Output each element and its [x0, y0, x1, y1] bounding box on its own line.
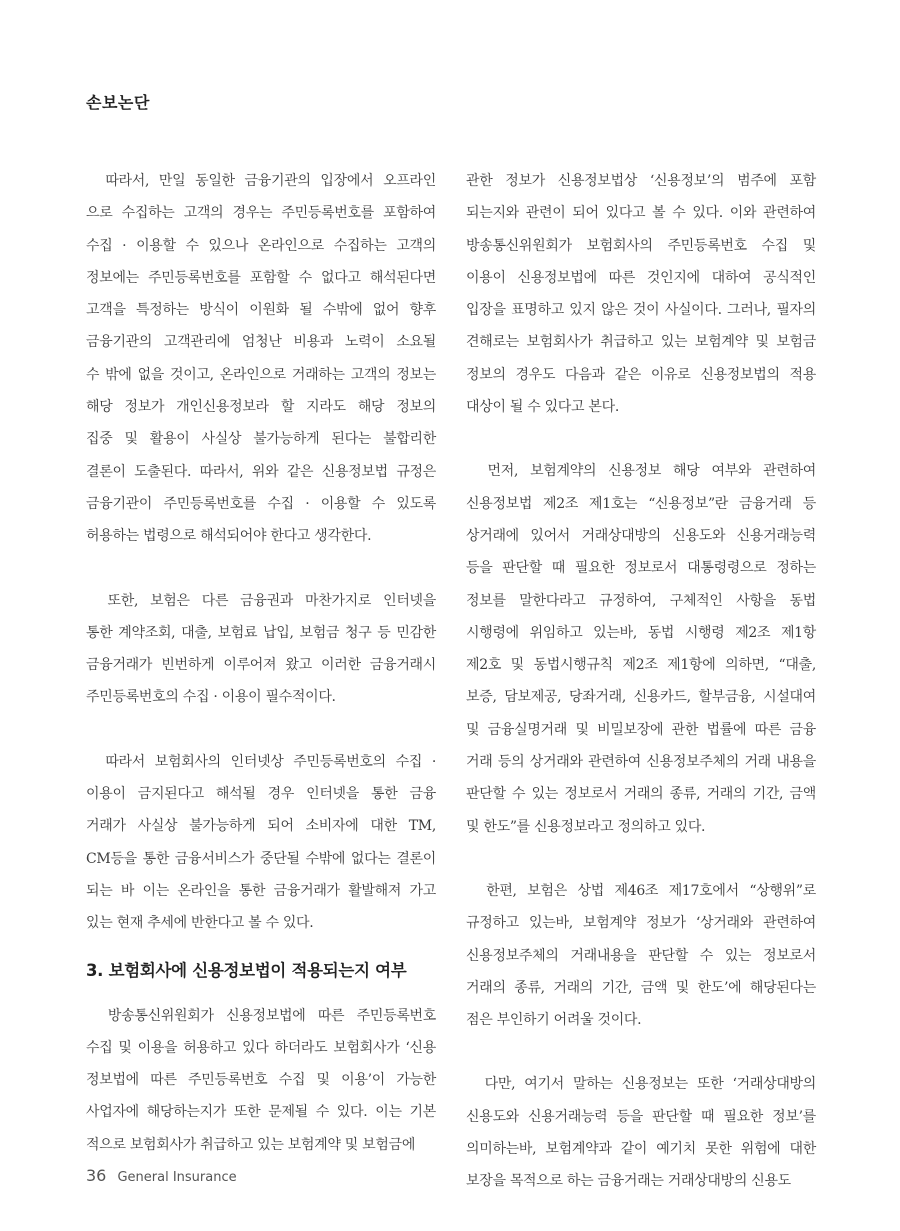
paragraph: [466, 1068, 816, 1197]
text-line: 점은 부인하기 어려울 것이다.: [466, 1012, 642, 1029]
text-line: 또한, 보험은 다른 금융권과 마찬가지로 인터넷을: [86, 592, 436, 609]
paragraph: [86, 585, 436, 714]
text-line: 주민등록번호의 수집 · 이용이 필수적이다.: [86, 689, 336, 706]
text-line: 제2호 및 동법시행규칙 제2조 제1항에 의하면, “대출,: [466, 657, 816, 674]
text-line: 고객을 특정하는 방식이 이원화 될 수밖에 없어 향후: [86, 302, 436, 319]
text-line: 시행령에 위임하고 있는바, 동법 시행령 제2조 제1항: [466, 624, 816, 641]
text-line: 정보에는 주민등록번호를 포함할 수 없다고 해석된다면: [86, 269, 436, 286]
text-line: 결론이 도출된다. 따라서, 위와 같은 신용정보법 규정은: [86, 463, 436, 480]
text-line: 사업자에 해당하는지가 또한 문제될 수 있다. 이는 기본: [86, 1104, 436, 1121]
paragraph: [466, 165, 816, 423]
text-line: 금융기관이 주민등록번호를 수집 · 이용할 수 있도록: [86, 495, 436, 512]
text-line: 관한 정보가 신용정보법상 ‘신용정보’의 범주에 포함: [466, 173, 816, 189]
paragraph: [466, 875, 816, 1036]
text-line: 있는 현재 추세에 반한다고 볼 수 있다.: [86, 915, 314, 932]
text-line: 통한 계약조회, 대출, 보험료 납입, 보험금 청구 등 민감한: [86, 624, 436, 641]
text-line: 등을 판단할 때 필요한 정보로서 대통령령으로 정하는: [466, 560, 816, 577]
text-line: 보증, 담보제공, 당좌거래, 신용카드, 할부금융, 시설대여: [466, 689, 816, 706]
text-line: 거래가 사실상 불가능하게 되어 소비자에 대한 TM,: [86, 818, 436, 835]
text-line: 입장을 표명하고 있지 않은 것이 사실이다. 그러나, 필자의: [466, 302, 816, 319]
paragraph: [86, 746, 436, 940]
section-label: 손보논단: [86, 93, 150, 112]
text-line: 수 밖에 없을 것이고, 온라인으로 거래하는 고객의 정보는: [86, 366, 436, 383]
text-line: 정보를 말한다라고 규정하여, 구체적인 사항을 동법: [466, 592, 816, 609]
text-line: 정보의 경우도 다음과 같은 이유로 신용정보법의 적용: [466, 366, 816, 383]
text-line: CM등을 통한 금융서비스가 중단될 수밖에 없다는 결론이: [86, 850, 436, 867]
paragraph: [466, 455, 816, 843]
text-line: 수집 및 이용을 허용하고 있다 하더라도 보험회사가 ‘신용: [86, 1039, 436, 1056]
text-line: 및 한도”를 신용정보라고 정의하고 있다.: [466, 818, 706, 835]
text-line: 견해로는 보험회사가 취급하고 있는 보험계약 및 보험금: [466, 334, 816, 351]
text-line: 규정하고 있는바, 보험계약 정보가 ‘상거래와 관련하여: [466, 915, 816, 932]
publication-name: General Insurance: [117, 1170, 237, 1185]
text-line: 및 금융실명거래 및 비밀보장에 관한 법률에 따른 금융: [466, 721, 816, 738]
text-line: 수집 · 이용할 수 있으나 온라인으로 수집하는 고객의: [86, 237, 436, 254]
text-line: 신용정보주체의 거래내용을 판단할 수 있는 정보로서: [466, 947, 816, 964]
text-line: 되는 바 이는 온라인을 통한 금융거래가 활발해져 가고: [86, 882, 436, 899]
section-heading: 3. 보험회사에 신용정보법이 적용되는지 여부: [86, 960, 407, 980]
text-line: 금융기관의 고객관리에 엄청난 비용과 노력이 소요될: [86, 334, 436, 351]
text-line: 되는지와 관련이 되어 있다고 볼 수 있다. 이와 관련하여: [466, 205, 816, 222]
text-line: 정보법에 따른 주민등록번호 수집 및 이용’이 가능한: [86, 1072, 436, 1089]
text-line: 금융거래가 빈번하게 이루어져 왔고 이러한 금융거래시: [86, 657, 436, 674]
text-line: 따라서, 만일 동일한 금융기관의 입장에서 오프라인: [86, 173, 436, 189]
paragraph: [86, 1000, 436, 1161]
text-line: 판단할 수 있는 정보로서 거래의 종류, 거래의 기간, 금액: [466, 786, 816, 803]
text-line: 이용이 금지된다고 해석될 경우 인터넷을 통한 금융: [86, 786, 436, 803]
text-line: 대상이 될 수 있다고 본다.: [466, 399, 619, 416]
text-line: 의미하는바, 보험계약과 같이 예기치 못한 위험에 대한: [466, 1141, 816, 1158]
text-line: 신용도와 신용거래능력 등을 판단할 때 필요한 정보’를: [466, 1108, 816, 1125]
paragraph: [86, 165, 436, 553]
page-number: 36: [86, 1166, 107, 1185]
text-line: 방송통신위원회가 신용정보법에 따른 주민등록번호: [86, 1007, 436, 1024]
text-line: 따라서 보험회사의 인터넷상 주민등록번호의 수집 ·: [86, 753, 436, 770]
text-line: 허용하는 법령으로 해석되어야 한다고 생각한다.: [86, 528, 372, 545]
text-line: 적으로 보험회사가 취급하고 있는 보험계약 및 보험금에: [86, 1136, 416, 1153]
text-line: 신용정보법 제2조 제1호는 “신용정보”란 금융거래 등: [466, 495, 816, 512]
text-line: 거래 등의 상거래와 관련하여 신용정보주체의 거래 내용을: [466, 754, 816, 771]
text-line: 한편, 보험은 상법 제46조 제17호에서 “상행위”로: [466, 882, 816, 899]
text-line: 다만, 여기서 말하는 신용정보는 또한 ‘거래상대방의: [466, 1076, 816, 1093]
text-line: 해당 정보가 개인신용정보라 할 지라도 해당 정보의: [86, 399, 436, 416]
text-line: 이용이 신용정보법에 따른 것인지에 대하여 공식적인: [466, 269, 816, 286]
page-footer: [86, 1166, 237, 1185]
left-column: [86, 165, 436, 1161]
text-line: 보장을 목적으로 하는 금융거래는 거래상대방의 신용도: [466, 1173, 791, 1190]
text-line: 집중 및 활용이 사실상 불가능하게 된다는 불합리한: [86, 431, 436, 448]
text-line: 거래의 종류, 거래의 기간, 금액 및 한도’에 해당된다는: [466, 979, 816, 996]
text-line: 으로 수집하는 고객의 경우는 주민등록번호를 포함하여: [86, 205, 436, 222]
text-line: 먼저, 보험계약의 신용정보 해당 여부와 관련하여: [466, 463, 816, 480]
text-line: 방송통신위원회가 보험회사의 주민등록번호 수집 및: [466, 237, 816, 254]
text-line: 상거래에 있어서 거래상대방의 신용도와 신용거래능력: [466, 527, 816, 544]
right-column: [466, 165, 816, 1198]
